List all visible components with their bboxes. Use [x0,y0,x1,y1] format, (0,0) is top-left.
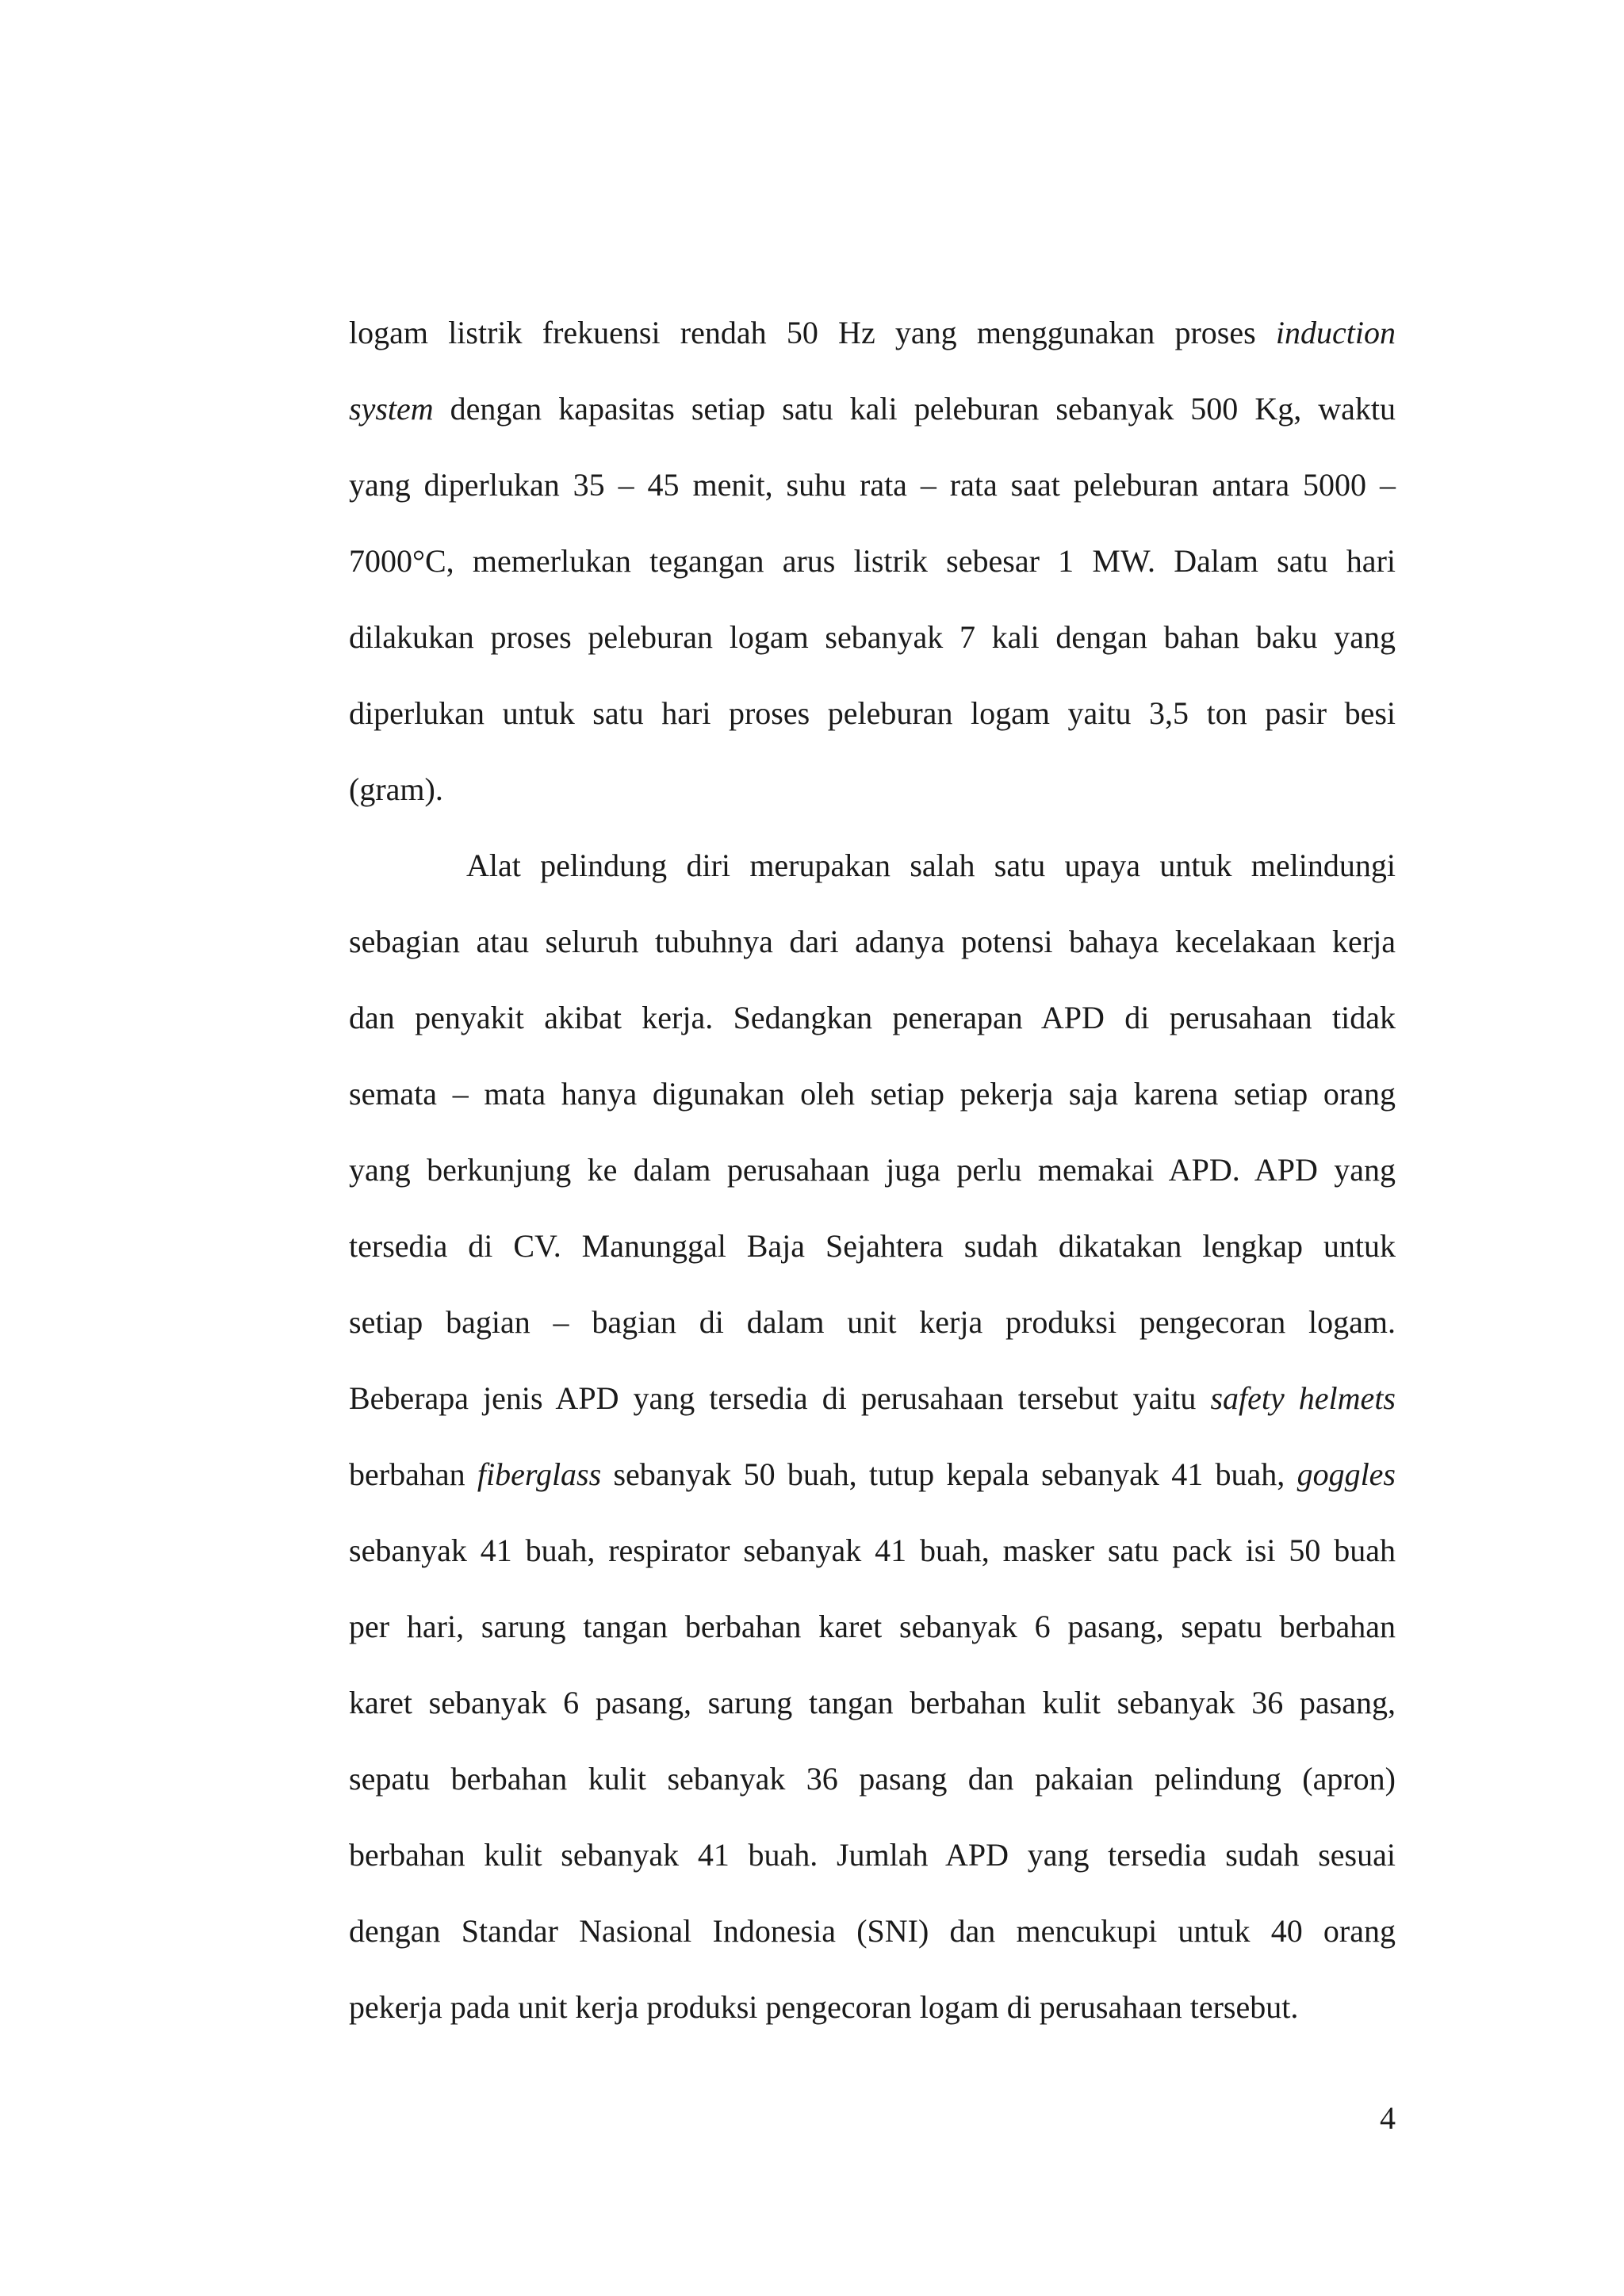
text-span: sebagian atau seluruh tubuhnya dari adanya potensi bahaya kecelakaan kerja [349,924,1396,959]
text-line [349,752,1396,828]
text-line [349,675,1396,752]
text-span: (gram). [349,771,443,807]
text-span: sepatu berbahan kulit sebanyak 36 pasang dan pakaian pelindung (apron) [349,1761,1396,1797]
italic-term: safety helmets [1210,1380,1396,1416]
italic-term: fiberglass [477,1456,602,1492]
text-line [349,1132,1396,1208]
italic-term: system [349,391,434,427]
body-text [349,295,1396,2045]
text-line [349,1817,1396,1893]
text-line [349,599,1396,675]
text-line [349,295,1396,371]
italic-term: goggles [1297,1456,1396,1492]
text-span: sebanyak 41 buah, respirator sebanyak 41 buah, masker satu pack isi 50 buah [349,1533,1396,1568]
text-span: pekerja pada unit kerja produksi pengecoran logam di perusahaan tersebut. [349,1989,1299,2025]
text-line [349,1513,1396,1589]
text-span: semata – mata hanya digunakan oleh setiap pekerja saja karena setiap orang [349,1076,1396,1112]
text-line [349,1284,1396,1360]
text-line [349,447,1396,523]
text-span: yang berkunjung ke dalam perusahaan juga perlu memakai APD. APD yang [349,1152,1396,1188]
text-span: logam listrik frekuensi rendah 50 Hz yang menggunakan proses [349,315,1276,350]
text-line [349,523,1396,599]
text-span: yang diperlukan 35 – 45 menit, suhu rata – rata saat peleburan antara 5000 – [349,467,1396,503]
text-span: dan penyakit akibat kerja. Sedangkan penerapan APD di perusahaan tidak [349,1000,1396,1035]
text-span: setiap bagian – bagian di dalam unit kerja produksi pengecoran logam. [349,1304,1396,1340]
text-line [349,371,1396,447]
page-number: 4 [1380,2100,1396,2136]
text-span: Beberapa jenis APD yang tersedia di perusahaan tersebut yaitu [349,1380,1211,1416]
text-line [349,1969,1396,2045]
text-span: berbahan [349,1456,477,1492]
text-line [349,980,1396,1056]
text-line [349,1437,1396,1513]
text-line [349,1665,1396,1741]
italic-term: induction [1275,315,1396,350]
text-span: Alat pelindung diri merupakan salah satu upaya untuk melindungi [466,848,1396,883]
text-line [349,904,1396,980]
text-span: diperlukan untuk satu hari proses peleburan logam yaitu 3,5 ton pasir besi [349,695,1396,731]
paragraph-first-line [349,828,1396,904]
text-span: tersedia di CV. Manunggal Baja Sejahtera sudah dikatakan lengkap untuk [349,1228,1396,1264]
text-line [349,1741,1396,1817]
text-line [349,1056,1396,1132]
text-line [349,1589,1396,1665]
text-span: per hari, sarung tangan berbahan karet sebanyak 6 pasang, sepatu berbahan [349,1609,1396,1644]
text-line [349,1208,1396,1284]
text-span: dilakukan proses peleburan logam sebanyak 7 kali dengan bahan baku yang [349,619,1396,655]
text-span: sebanyak 50 buah, tutup kepala sebanyak 41 buah, [601,1456,1297,1492]
text-span: 7000°C, memerlukan tegangan arus listrik sebesar 1 MW. Dalam satu hari [349,543,1396,579]
text-span: berbahan kulit sebanyak 41 buah. Jumlah APD yang tersedia sudah sesuai [349,1837,1396,1873]
text-line [349,1893,1396,1969]
text-line [349,1360,1396,1437]
text-span: dengan Standar Nasional Indonesia (SNI) dan mencukupi untuk 40 orang [349,1913,1396,1949]
text-span: dengan kapasitas setiap satu kali peleburan sebanyak 500 Kg, waktu [433,391,1396,427]
text-span: karet sebanyak 6 pasang, sarung tangan berbahan kulit sebanyak 36 pasang, [349,1685,1396,1720]
